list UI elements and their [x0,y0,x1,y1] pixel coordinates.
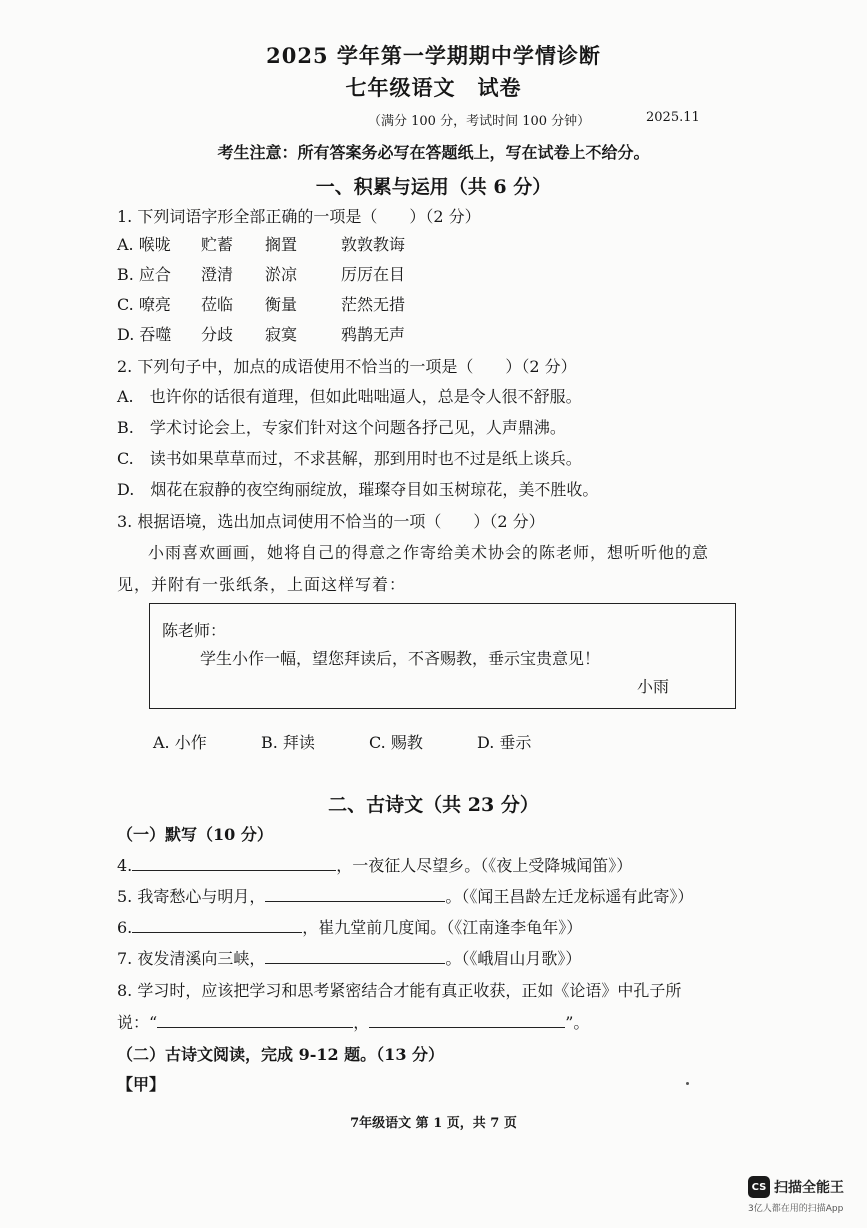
q1-a-w2: 贮蓄 [201,235,234,254]
q5-suffix: 。（《闻王昌龄左迁龙标遥有此寄》） [445,887,694,906]
note-box [149,603,736,709]
q7-line [117,946,581,969]
q1-c-w3: 衡量 [265,295,298,314]
q2-option-a: A. 也许你的话很有道理，但如此咄咄逼人，总是令人很不舒服。 [117,387,582,406]
q5-prefix: 5. 我寄愁心与明月， [117,887,266,906]
q8-suffix: ”。 [565,1013,590,1032]
q1-a-w4: 敦敦教诲 [341,235,406,254]
q3-option-b: B. 拜读 [261,733,315,752]
q1-d-w3: 寂寞 [265,325,298,344]
section2-jia: 【甲】 [117,1075,166,1094]
section1-title: 一、积累与运用（共 6 分） [315,176,552,198]
q3-paragraph-line2: 见，并附有一张纸条，上面这样写着： [117,575,407,594]
q5-blank[interactable] [265,887,445,902]
page-footer: 7年级语文 第 1 页，共 7 页 [350,1116,517,1131]
q2-stem: 2. 下列句子中，加点的成语使用不恰当的一项是（ ）（2 分） [117,357,577,376]
q4-line [117,853,632,876]
scan-smudge [686,1082,689,1085]
q1-a-w1: A. 喉咙 [117,235,171,254]
q1-option-a [117,232,405,255]
q3-option-a: A. 小作 [153,733,207,752]
q8-blank-1[interactable] [157,1013,353,1028]
exam-date: 2025.11 [646,110,700,125]
q1-d-w4: 鸦鹊无声 [341,325,406,344]
q1-b-w3: 淤凉 [265,265,298,284]
q1-c-w1: C. 嘹亮 [117,295,171,314]
note-signature: 小雨 [636,677,669,696]
exam-notice: 考生注意：所有答案务必写在答题纸上，写在试卷上不给分。 [217,143,650,162]
q6-number: 6. [117,918,133,937]
q1-b-w2: 澄清 [201,265,234,284]
section2-sub2: （二）古诗文阅读，完成 9-12 题。（13 分） [117,1045,445,1064]
q1-b-w4: 厉厉在目 [341,265,406,284]
q1-stem: 1. 下列词语字形全部正确的一项是（ ）（2 分） [117,207,481,226]
q2-option-c: C. 读书如果草草而过，不求甚解，那到用时也不过是纸上谈兵。 [117,449,582,468]
q3-paragraph-line1: 小雨喜欢画画，她将自己的得意之作寄给美术协会的陈老师，想听听他的意 [148,543,710,562]
q1-option-b [117,262,405,285]
exam-meta: （满分 100 分，考试时间 100 分钟） [368,114,591,129]
note-salutation: 陈老师： [162,621,227,640]
q1-c-w4: 茫然无措 [341,295,406,314]
q2-option-d: D. 烟花在寂静的夜空绚丽绽放，璀璨夺目如玉树琼花，美不胜收。 [117,480,599,499]
q1-d-w1: D. 吞噬 [117,325,172,344]
q6-blank[interactable] [132,918,302,933]
q1-option-c [117,292,405,315]
q7-blank[interactable] [265,949,445,964]
q8-blank-2[interactable] [369,1013,565,1028]
q3-option-c: C. 赐教 [369,733,423,752]
section2-sub1: （一）默写（10 分） [117,825,273,844]
q6-line [117,915,582,938]
q8-mid: ， [353,1013,370,1032]
camscanner-logo-icon: CS [748,1176,770,1198]
q8-line1: 8. 学习时，应该把学习和思考紧密结合才能有真正收获，正如《论语》中孔子所 [117,981,682,1000]
exam-title: 2025 学年第一学期期中学情诊断 [266,43,601,68]
q1-d-w2: 分歧 [201,325,234,344]
q4-text: ，一夜征人尽望乡。（《夜上受降城闻笛》） [336,856,633,875]
q4-blank[interactable] [132,856,336,871]
q2-option-b: B. 学术讨论会上，专家们针对这个问题各抒己见，人声鼎沸。 [117,418,566,437]
q4-number: 4. [117,856,133,875]
q7-suffix: 。（《峨眉山月歌》） [445,949,582,968]
camscanner-name: 扫描全能王 [774,1180,844,1196]
note-body: 学生小作一幅，望您拜读后，不吝赐教，垂示宝贵意见！ [200,649,601,668]
q7-prefix: 7. 夜发清溪向三峡， [117,949,266,968]
q3-option-d: D. 垂示 [477,733,532,752]
q3-stem: 3. 根据语境，选出加点词使用不恰当的一项（ ）（2 分） [117,512,545,531]
q1-a-w3: 搁置 [265,235,298,254]
section2-title: 二、古诗文（共 23 分） [328,794,539,816]
q5-line [117,884,693,907]
q8-line2 [117,1010,589,1033]
camscanner-watermark [748,1176,844,1198]
q8-prefix: 说：“ [117,1013,158,1032]
q1-option-d [117,322,405,345]
q3-options [153,730,585,753]
q1-c-w2: 莅临 [201,295,234,314]
camscanner-tagline: 3亿人都在用的扫描App [748,1204,844,1214]
exam-subtitle: 七年级语文 试卷 [345,75,522,100]
q1-b-w1: B. 应合 [117,265,171,284]
q6-text: ，崔九堂前几度闻。（《江南逢李龟年》） [302,918,583,937]
